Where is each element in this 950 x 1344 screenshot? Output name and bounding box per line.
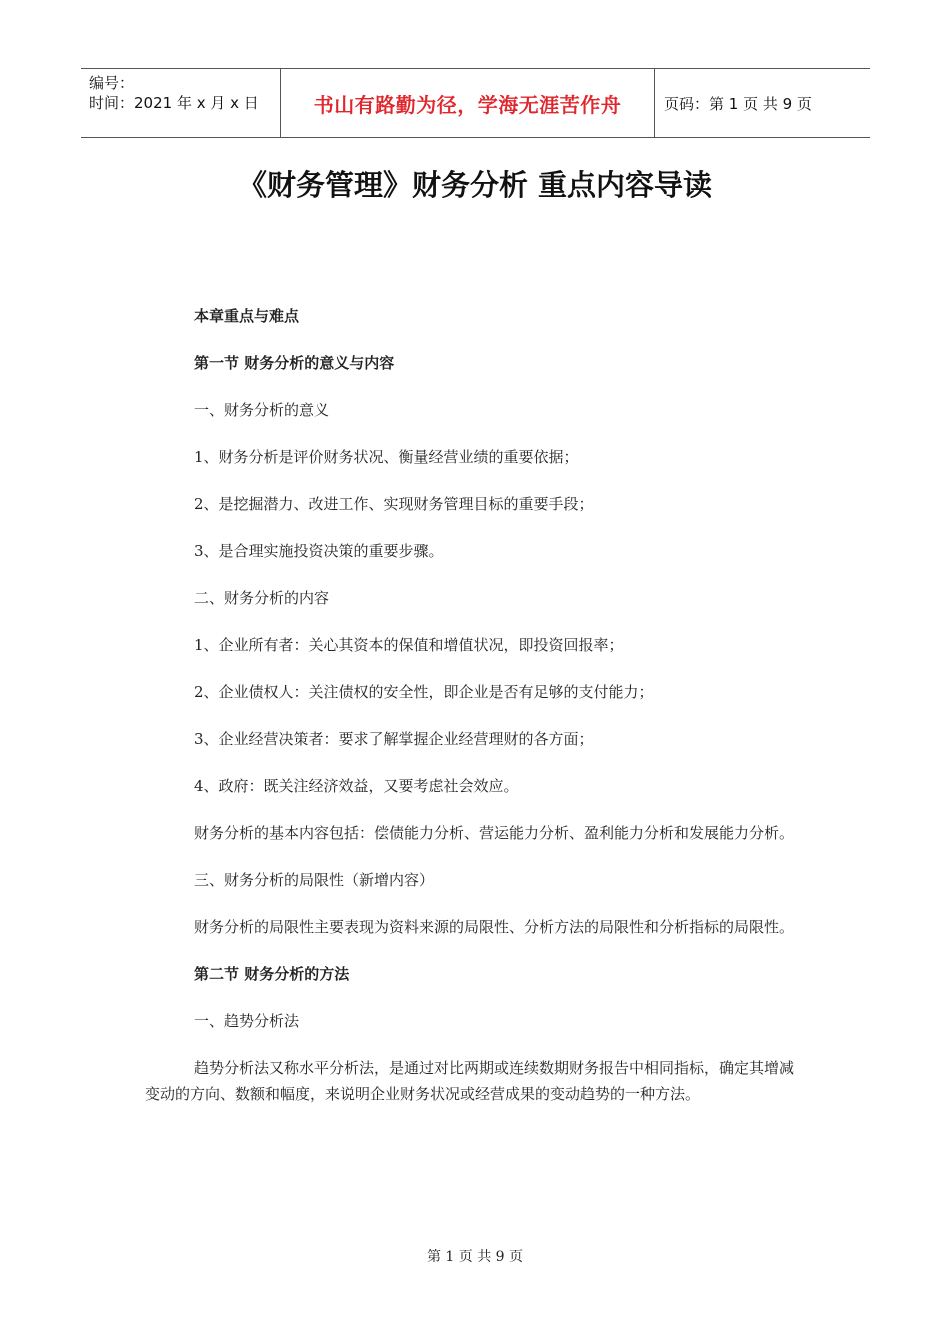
date-label: 时间：2021 年 x 月 x 日 — [89, 94, 259, 112]
section-heading: 第二节 财务分析的方法 — [194, 965, 350, 983]
list-item: 2、是挖掘潜力、改进工作、实现财务管理目标的重要手段； — [194, 495, 594, 513]
subsection-heading: 一、趋势分析法 — [194, 1012, 300, 1030]
paragraph: 财务分析的基本内容包括：偿债能力分析、营运能力分析、盈利能力分析和发展能力分析。 — [194, 824, 795, 842]
document-body — [145, 303, 805, 1107]
subsection-heading: 一、财务分析的意义 — [194, 401, 330, 419]
motto: 书山有路勤为径，学海无涯苦作舟 — [281, 69, 655, 137]
section-heading: 第一节 财务分析的意义与内容 — [194, 354, 395, 372]
section-heading: 本章重点与难点 — [194, 307, 300, 325]
page-info: 页码：第 1 页 共 9 页 — [664, 94, 812, 113]
list-item: 3、是合理实施投资决策的重要步骤。 — [194, 542, 444, 560]
header-table — [81, 68, 870, 138]
list-item: 2、企业债权人：关注债权的安全性，即企业是否有足够的支付能力； — [194, 683, 654, 701]
subsection-heading: 三、财务分析的局限性（新增内容） — [194, 871, 435, 889]
paragraph: 趋势分析法又称水平分析法，是通过对比两期或连续数期财务报告中相同指标，确定其增减变动的方向、数额和幅度，来说明企业财务状况或经营成果的变动趋势的一种方法。 — [145, 1059, 795, 1103]
paragraph: 财务分析的局限性主要表现为资料来源的局限性、分析方法的局限性和分析指标的局限性。 — [194, 918, 795, 936]
list-item: 1、财务分析是评价财务状况、衡量经营业绩的重要依据； — [194, 448, 579, 466]
subsection-heading: 二、财务分析的内容 — [194, 589, 330, 607]
document-title: 《财务管理》财务分析 重点内容导读 — [237, 168, 713, 202]
page-footer: 第 1 页 共 9 页 — [426, 1249, 524, 1265]
list-item: 3、企业经营决策者：要求了解掌握企业经营理财的各方面； — [194, 730, 594, 748]
list-item: 1、企业所有者：关心其资本的保值和增值状况，即投资回报率； — [194, 636, 624, 654]
header-left-cell — [81, 69, 281, 137]
list-item: 4、政府：既关注经济效益，又要考虑社会效应。 — [194, 777, 519, 795]
number-label: 编号： — [89, 74, 135, 92]
